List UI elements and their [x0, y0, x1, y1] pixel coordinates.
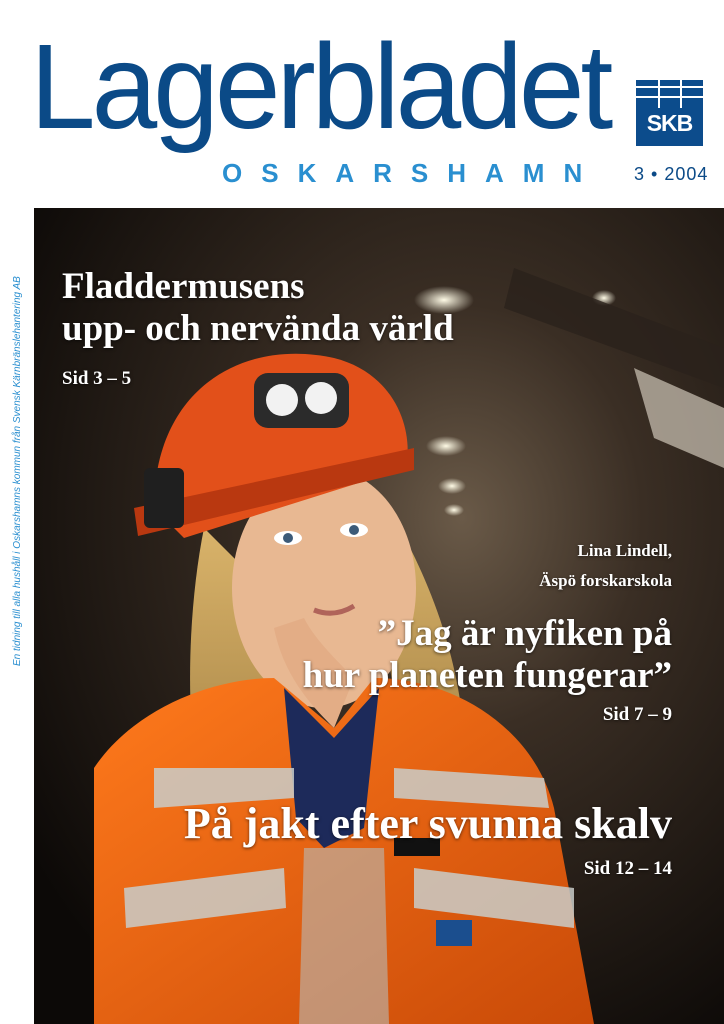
masthead-subtitle: OSKARSHAMN	[222, 158, 602, 188]
pages-bats: Sid 3 – 5	[62, 368, 132, 389]
headline-earthquakes: På jakt efter svunna skalv	[183, 799, 672, 848]
headline-bats	[62, 266, 454, 350]
headline-quote-line2: hur planeten fungerar”	[302, 655, 672, 696]
skb-logo-text: SKB	[646, 110, 693, 136]
caption-role: Äspö forskarskola	[539, 571, 672, 590]
headline-bats-line1: Fladdermusens	[62, 266, 305, 307]
headline-quote	[192, 613, 672, 697]
pages-quote: Sid 7 – 9	[602, 704, 672, 725]
caption-name: Lina Lindell,	[577, 541, 672, 560]
headline-bats-line2: upp- och nervända värld	[62, 308, 454, 349]
skb-logo	[636, 80, 703, 146]
pages-earthquakes: Sid 12 – 14	[583, 858, 672, 879]
masthead-title: Lagerbladet	[30, 19, 610, 155]
side-tagline: En tidning till alla hushåll i Oskarshamns kommun från Svensk Kärnbränslehantering AB	[12, 276, 23, 666]
headline-quote-line1: ”Jag är nyfiken på	[377, 613, 672, 654]
issue-number: 3 • 2004	[634, 164, 709, 184]
